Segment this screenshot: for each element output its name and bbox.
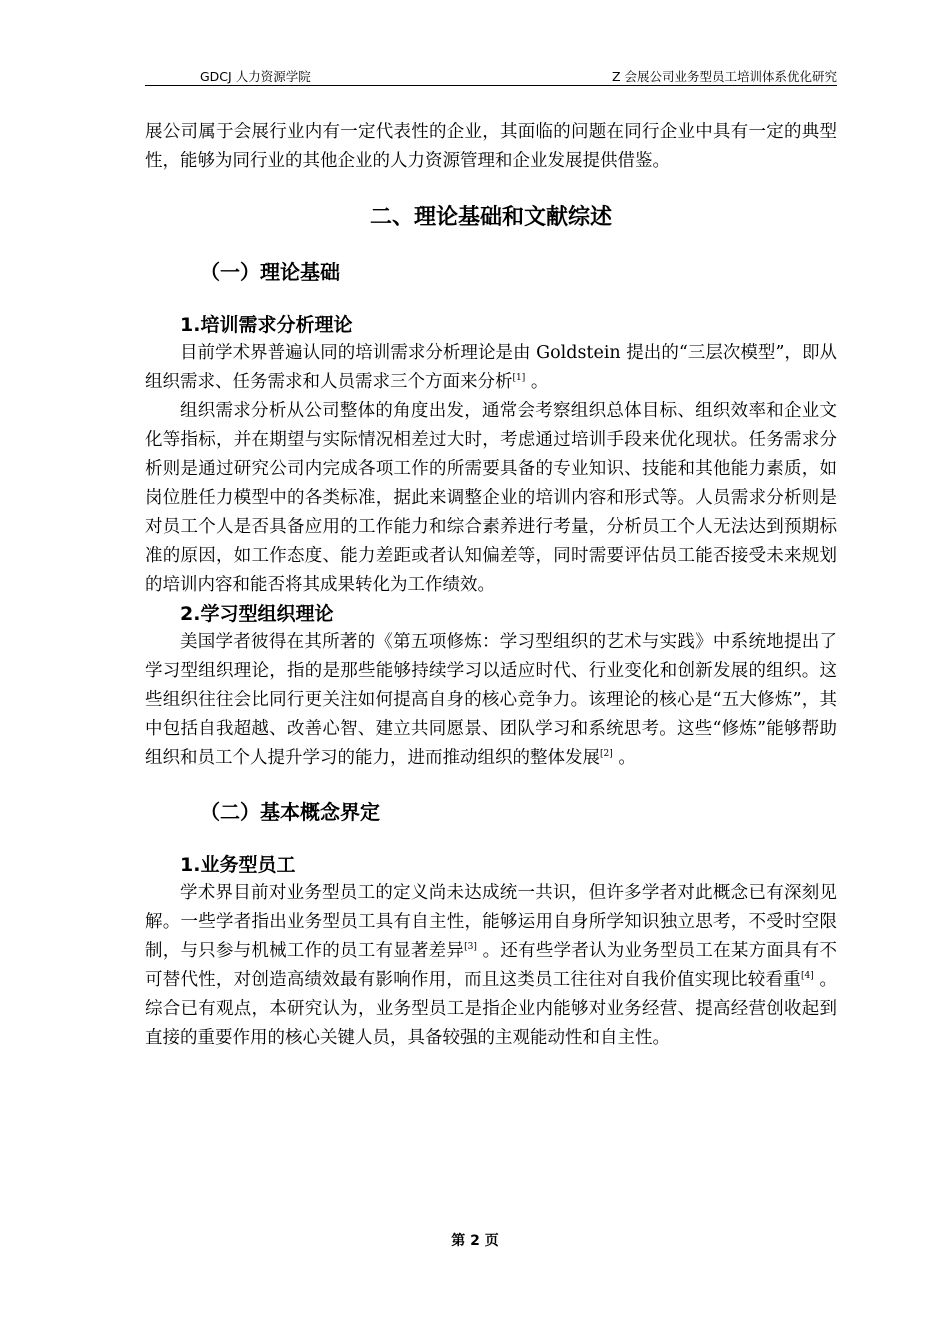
chapter-title: 二、理论基础和文献综述 — [369, 205, 612, 230]
citation-ref: [1] — [512, 373, 526, 383]
section-title-concepts: （二）基本概念界定 — [200, 800, 380, 824]
paragraph-needs-analysis: 组织需求分析从公司整体的角度出发，通常会考察组织总体目标、组织效率和企业文化等指标，并在期望与实际情况相差过大时，考虑通过培训手段来优化现状。任务需求分析则是通过研究公司内完成各项工作的所需要具备的专业知识、技能和其他能力素质，如岗位胜任力模型中的各类标准，据此来调整企业的培训内容和形式等。人员需求分析则是对员工个人是否具备应用的工作能力和综合素养进行考量，分析员工个人无法达到预期标准的原因，如工作态度、能力差距或者认知偏差等，同时需要评估员工能否接受未来规划的培训内容和能否将其成果转化为工作绩效。 — [145, 401, 837, 595]
intro-paragraph: 展公司属于会展行业内有一定代表性的企业，其面临的问题在同行企业中具有一定的典型性，能够为同行业的其他企业的人力资源管理和企业发展提供借鉴。 — [145, 122, 837, 171]
paragraph-business-staff: 学术界目前对业务型员工的定义尚未达成统一共识，但许多学者对此概念已有深刻见解。一些学者指出业务型员工具有自主性，能够运用自身所学知识独立思考，不受时空限制，与只参与机械工作的员工有显著差异[3] 。还有些学者认为业务型员工在某方面具有不可替代性，对创造高绩效最有影响作用，而且这类员工往往对自我价值实现比较看重[4] 。综合已有观点，本研究认为，业务型员工是指企业内能够对业务经营、提高经营创收起到直接的重要作用的核心关键人员，具备较强的主观能动性和自主性。 — [145, 883, 838, 1048]
paragraph-goldstein: 目前学术界普遍认同的培训需求分析理论是由 Goldstein 提出的“三层次模型”，即从组织需求、任务需求和人员需求三个方面来分析[1] 。 — [145, 343, 837, 392]
subsection-title-business-staff: 1.业务型员工 — [180, 854, 296, 876]
header-thesis-title: Z 会展公司业务型员工培训体系优化研究 — [611, 69, 837, 84]
page-body — [145, 118, 837, 1053]
page-header — [145, 66, 837, 86]
paragraph-learning-org: 美国学者彼得在其所著的《第五项修炼：学习型组织的艺术与实践》中系统地提出了学习型组织理论，指的是那些能够持续学习以适应时代、行业变化和创新发展的组织。这些组织往往会比同行更关注如何提高自身的核心竞争力。该理论的核心是“五大修炼”，其中包括自我超越、改善心智、建立共同愿景、团队学习和系统思考。这些“修炼”能够帮助组织和员工个人提升学习的能力，进而推动组织的整体发展[2] 。 — [145, 632, 837, 768]
citation-ref: [4] — [800, 971, 814, 981]
section-title-theory: （一）理论基础 — [200, 260, 340, 284]
page-number: 第 2 页 — [451, 1233, 499, 1249]
subsection-title-training-needs: 1.培训需求分析理论 — [180, 314, 353, 336]
citation-ref: [3] — [464, 942, 477, 952]
subsection-title-learning-org: 2.学习型组织理论 — [180, 603, 334, 625]
header-institution: GDCJ 人力资源学院 — [200, 69, 311, 84]
citation-ref: [2] — [600, 749, 613, 759]
